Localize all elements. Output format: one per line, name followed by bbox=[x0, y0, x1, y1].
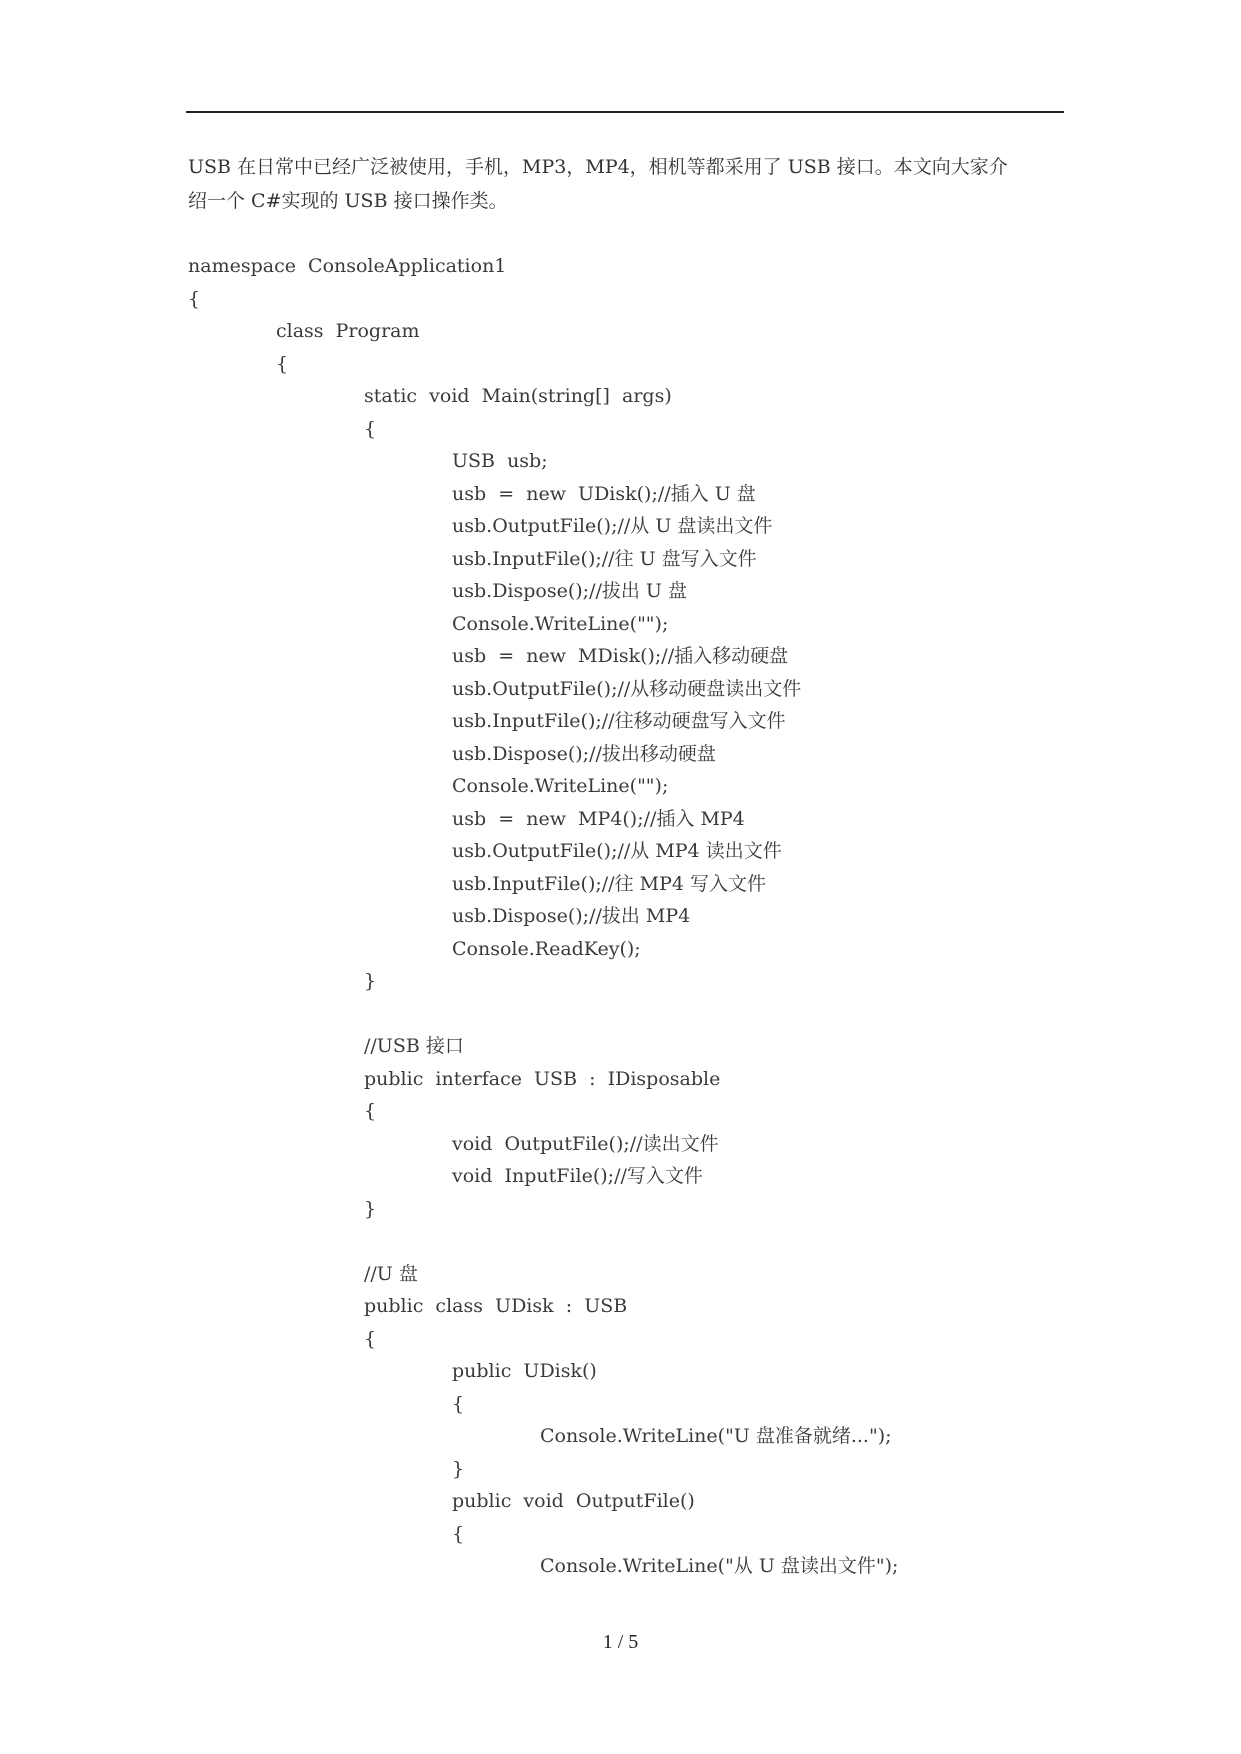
code-line: Console.WriteLine(""); bbox=[452, 612, 669, 635]
code-line: //U 盘 bbox=[364, 1262, 418, 1285]
code-line: usb.Dispose();//拔出移动硬盘 bbox=[452, 742, 716, 765]
code-line: { bbox=[188, 287, 201, 310]
code-line: void OutputFile();//读出文件 bbox=[452, 1132, 719, 1155]
code-line: { bbox=[276, 352, 289, 375]
code-line: Console.WriteLine(""); bbox=[452, 775, 669, 797]
code-line: { bbox=[452, 1392, 465, 1415]
intro-line-1: USB 在日常中已经广泛被使用，手机，MP3，MP4，相机等都采用了 USB 接口。本文向大家介 bbox=[188, 156, 1008, 178]
code-line: Console.WriteLine("U 盘准备就绪..."); bbox=[540, 1425, 892, 1447]
code-line: public class UDisk : USB bbox=[364, 1295, 628, 1317]
code-line: Console.WriteLine("从 U 盘读出文件"); bbox=[540, 1555, 899, 1577]
code-line: usb.InputFile();//往移动硬盘写入文件 bbox=[452, 710, 786, 732]
code-line: usb.OutputFile();//从 U 盘读出文件 bbox=[452, 515, 773, 537]
code-line: usb.InputFile();//往 U 盘写入文件 bbox=[452, 547, 757, 570]
code-line: usb.Dispose();//拔出 U 盘 bbox=[452, 580, 687, 602]
code-line: usb = new MDisk();//插入移动硬盘 bbox=[452, 645, 789, 667]
code-line: { bbox=[364, 417, 377, 440]
code-line bbox=[188, 998, 1088, 1031]
code-line bbox=[188, 1225, 1088, 1258]
code-line: usb = new UDisk();//插入 U 盘 bbox=[452, 482, 756, 505]
code-line: static void Main(string[] args) bbox=[364, 385, 672, 407]
code-line: { bbox=[452, 1522, 465, 1545]
code-line: Console.ReadKey(); bbox=[452, 937, 641, 960]
code-line: } bbox=[364, 1197, 377, 1220]
header-divider bbox=[186, 111, 1064, 113]
code-line: } bbox=[364, 970, 377, 992]
code-line: public interface USB : IDisposable bbox=[364, 1067, 721, 1090]
page-number: 1 / 5 bbox=[602, 1631, 639, 1653]
code-line: } bbox=[452, 1457, 465, 1480]
code-line: class Program bbox=[276, 320, 420, 342]
code-line: usb = new MP4();//插入 MP4 bbox=[452, 807, 745, 830]
code-line: //USB 接口 bbox=[364, 1035, 464, 1057]
intro-line-2: 绍一个 C#实现的 USB 接口操作类。 bbox=[188, 190, 508, 212]
code-line: { bbox=[364, 1100, 377, 1122]
code-block bbox=[188, 250, 1088, 1583]
code-line: void InputFile();//写入文件 bbox=[452, 1165, 703, 1187]
intro-paragraph bbox=[188, 150, 1068, 218]
code-line: namespace ConsoleApplication1 bbox=[188, 255, 507, 277]
code-line: { bbox=[364, 1327, 377, 1350]
code-line: usb.OutputFile();//从移动硬盘读出文件 bbox=[452, 677, 802, 700]
code-line: usb.InputFile();//往 MP4 写入文件 bbox=[452, 872, 766, 895]
code-line: USB usb; bbox=[452, 450, 548, 472]
code-line: public void OutputFile() bbox=[452, 1490, 695, 1512]
code-line: public UDisk() bbox=[452, 1360, 597, 1382]
code-line: usb.OutputFile();//从 MP4 读出文件 bbox=[452, 840, 782, 862]
code-line: usb.Dispose();//拔出 MP4 bbox=[452, 905, 691, 927]
